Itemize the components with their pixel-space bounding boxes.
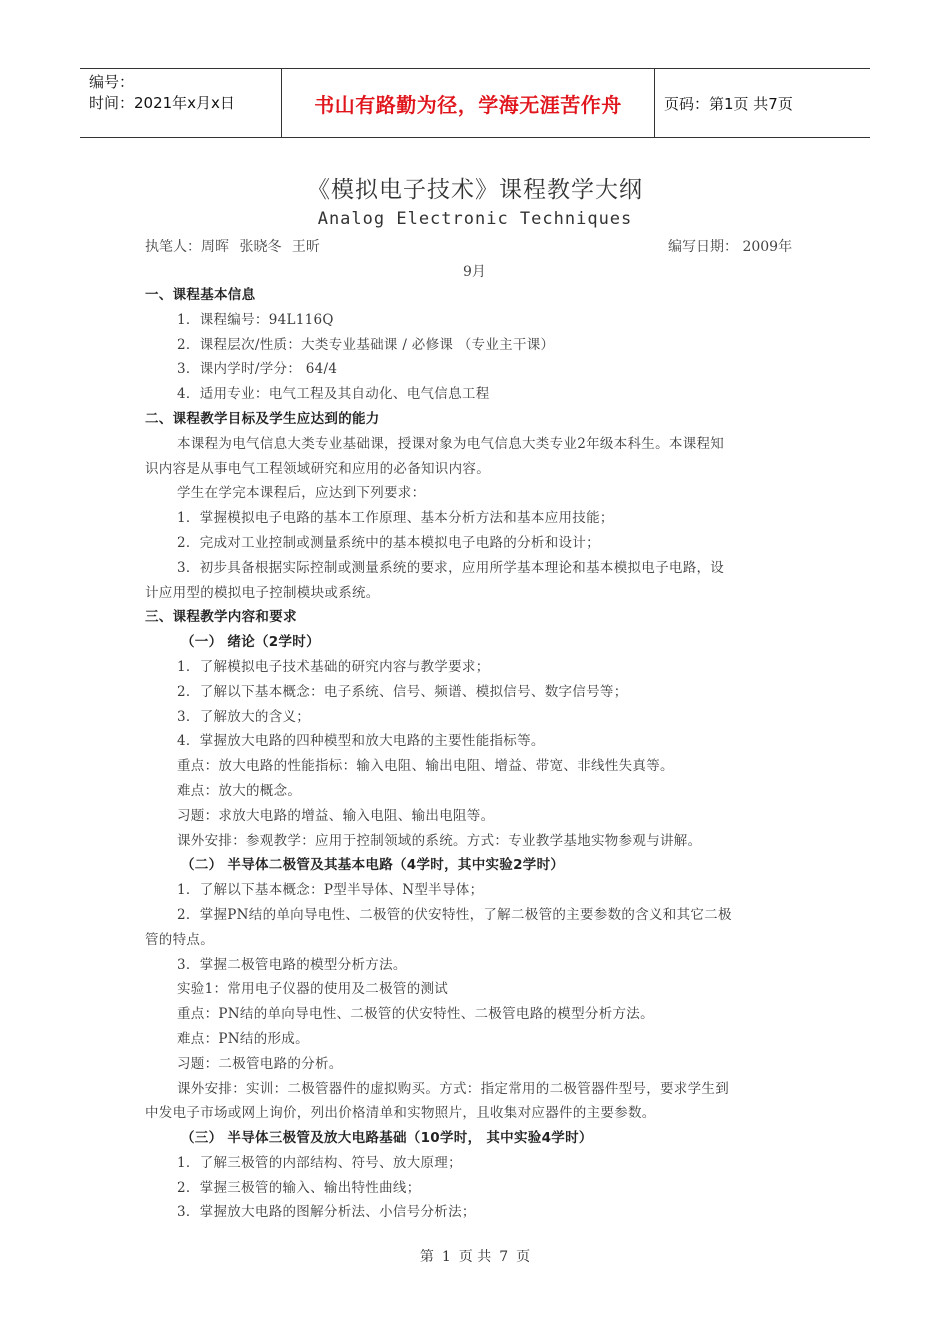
list-item: 1．掌握模拟电子电路的基本工作原理、基本分析方法和基本应用技能； [177, 510, 614, 527]
list-item: 3．了解放大的含义； [177, 708, 311, 725]
footer-mid: 页 共 [458, 1249, 492, 1265]
document-title: 《模拟电子技术》课程教学大纲 [307, 177, 643, 203]
footer-suffix: 页 [516, 1249, 531, 1265]
list-item: 3．初步具备根据实际控制或测量系统的要求，应用所学基本理论和基本模拟电子电路，设 [177, 559, 725, 576]
header-motto: 书山有路勤为径，学海无涯苦作舟 [281, 69, 655, 137]
compile-date-continued: 9月 [463, 264, 486, 280]
footer-prefix: 第 [419, 1249, 434, 1265]
section-heading: 三、课程教学内容和要求 [145, 609, 297, 626]
extracurricular-continued: 中发电子市场或网上询价，列出价格清单和实物照片，且收集对应器件的主要参数。 [145, 1105, 656, 1122]
paragraph-line: 本课程为电气信息大类专业基础课，授课对象为电气信息大类专业2年级本科生。本课程知 [177, 435, 725, 452]
exercise: 习题：二极管电路的分析。 [177, 1055, 343, 1072]
extracurricular: 课外安排：参观教学：应用于控制领域的系统。方式：专业教学基地实物参观与讲解。 [177, 832, 702, 849]
key-point: 重点：PN结的单向导电性、二极管的伏安特性、二极管电路的模型分析方法。 [177, 1006, 654, 1023]
list-item: 1．了解以下基本概念：P型半导体、N型半导体； [177, 882, 484, 899]
list-item: 2．了解以下基本概念：电子系统、信号、频谱、模拟信号、数字信号等； [177, 683, 628, 700]
list-item-continued: 计应用型的模拟电子控制模块或系统。 [145, 584, 380, 601]
list-item: 2．掌握PN结的单向导电性、二极管的伏安特性，了解二极管的主要参数的含义和其它二极 [177, 906, 732, 923]
list-item: 3．掌握二极管电路的模型分析方法。 [177, 956, 407, 973]
footer-page-number: 1 [441, 1249, 451, 1265]
list-item: 4．适用专业：电气工程及其自动化、电气信息工程 [177, 386, 490, 403]
subsection-heading: （三） 半导体三极管及放大电路基础（10学时， 其中实验4学时） [181, 1130, 593, 1147]
page-header [80, 68, 870, 138]
serial-label: 编号： [89, 73, 135, 91]
list-item: 2．完成对工业控制或测量系统中的基本模拟电子电路的分析和设计； [177, 534, 600, 551]
difficulty: 难点：放大的概念。 [177, 782, 302, 799]
list-item: 1．了解三极管的内部结构、符号、放大原理； [177, 1154, 462, 1171]
page-footer [0, 1246, 950, 1266]
paragraph-line: 学生在学完本课程后，应达到下列要求： [177, 485, 426, 502]
authors-line: 执笔人：周晖 张晓冬 王昕 [145, 239, 320, 255]
footer-total-pages: 7 [499, 1249, 509, 1265]
experiment: 实验1：常用电子仪器的使用及二极管的测试 [177, 981, 449, 998]
compile-date: 编写日期： 2009年 [668, 239, 793, 255]
subsection-heading: （二） 半导体二极管及其基本电路（4学时，其中实验2学时） [181, 857, 565, 874]
paragraph-line: 识内容是从事电气工程领域研究和应用的必备知识内容。 [145, 460, 490, 477]
section-heading: 二、课程教学目标及学生应达到的能力 [145, 410, 380, 427]
header-meta [89, 72, 279, 114]
header-page-code: 页码：第1页 共7页 [664, 95, 793, 113]
document-subtitle: Analog Electronic Techniques [317, 209, 633, 229]
list-item: 4．掌握放大电路的四种模型和放大电路的主要性能指标等。 [177, 733, 545, 750]
document-body [145, 283, 805, 1225]
list-item: 3．掌握放大电路的图解分析法、小信号分析法； [177, 1204, 476, 1221]
time-label: 时间：2021年x月x日 [89, 94, 235, 112]
subsection-heading: （一） 绪论（2学时） [181, 634, 320, 651]
extracurricular: 课外安排：实训：二极管器件的虚拟购买。方式：指定常用的二极管器件型号，要求学生到 [177, 1080, 729, 1097]
key-point: 重点：放大电路的性能指标：输入电阻、输出电阻、增益、带宽、非线性失真等。 [177, 758, 674, 775]
list-item: 1．了解模拟电子技术基础的研究内容与教学要求； [177, 658, 490, 675]
section-heading: 一、课程基本信息 [145, 287, 256, 303]
difficulty: 难点：PN结的形成。 [177, 1030, 309, 1047]
list-item-continued: 管的特点。 [145, 931, 214, 948]
list-item: 2．掌握三极管的输入、输出特性曲线； [177, 1179, 421, 1196]
list-item: 2．课程层次/性质：大类专业基础课 / 必修课 （专业主干课） [177, 336, 555, 353]
list-item: 3．课内学时/学分： 64/4 [177, 361, 338, 378]
list-item: 1．课程编号：94L116Q [177, 311, 334, 328]
exercise: 习题：求放大电路的增益、输入电阻、输出电阻等。 [177, 807, 495, 824]
